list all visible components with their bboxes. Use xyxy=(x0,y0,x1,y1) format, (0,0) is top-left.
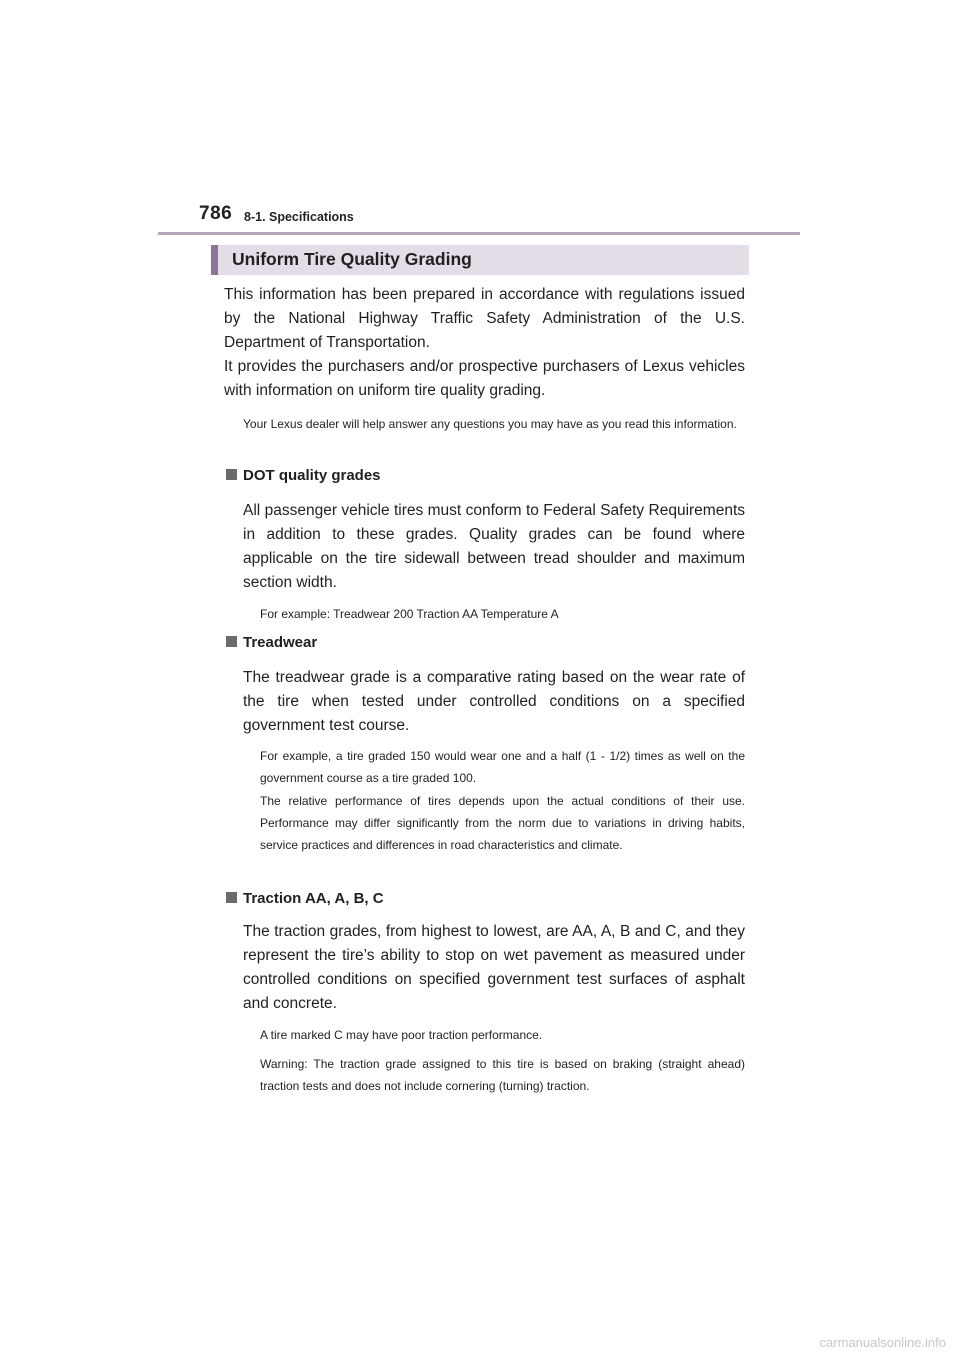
traction-note-2: Warning: The traction grade assigned to this tire is based on braking (straight ahead) traction tests and does not include cornering (turning) traction. xyxy=(260,1057,745,1093)
treadwear-note-2: The relative performance of tires depends upon the actual conditions of their use. Performance may differ significantly from the norm due to variations in driving habits, service practices and differences in road characteristics and climate. xyxy=(260,794,745,852)
intro-note: Your Lexus dealer will help answer any questions you may have as you read this information. xyxy=(243,417,737,431)
dot-note: For example: Treadwear 200 Traction AA Temperature A xyxy=(260,607,559,621)
heading-treadwear xyxy=(226,634,317,651)
section-label: 8-1. Specifications xyxy=(244,210,354,224)
watermark: carmanualsonline.info xyxy=(819,1335,946,1350)
heading-dot-quality-grades xyxy=(226,467,381,484)
heading-text: Traction AA, A, B, C xyxy=(243,890,384,907)
heading-text: Treadwear xyxy=(243,634,318,651)
dot-paragraph: All passenger vehicle tires must conform to Federal Safety Requirements in addition to these grades. Quality grades can be found where applicable on the tire sidewall between tread shoulder and maximum section width. xyxy=(243,502,745,591)
heading-traction xyxy=(226,890,384,907)
traction-note-1: A tire marked C may have poor traction performance. xyxy=(260,1028,543,1042)
page-title: Uniform Tire Quality Grading xyxy=(232,249,472,269)
page-number: 786 xyxy=(199,203,233,224)
treadwear-paragraph: The treadwear grade is a comparative rating based on the wear rate of the tire when tested under controlled conditions on a specified government test course. xyxy=(243,669,745,734)
square-bullet-icon xyxy=(226,469,237,480)
treadwear-note-1: For example, a tire graded 150 would wear one and a half (1 - 1/2) times as well on the government course as a tire graded 100. xyxy=(260,749,745,785)
heading-text: DOT quality grades xyxy=(243,467,381,484)
intro-paragraph-1: This information has been prepared in accordance with regulations issued by the National Highway Traffic Safety Administration of the U.S. Department of Transportation. xyxy=(224,286,745,351)
square-bullet-icon xyxy=(226,636,237,647)
section-title-bar xyxy=(211,245,749,275)
intro-paragraph-2: It provides the purchasers and/or prospective purchasers of Lexus vehicles with information on uniform tire quality grading. xyxy=(224,358,745,399)
traction-paragraph: The traction grades, from highest to lowest, are AA, A, B and C, and they represent the tire’s ability to stop on wet pavement as measured under controlled conditions on specified government test surfaces of asphalt and concrete. xyxy=(243,923,745,1012)
header-rule xyxy=(158,232,800,235)
square-bullet-icon xyxy=(226,892,237,903)
